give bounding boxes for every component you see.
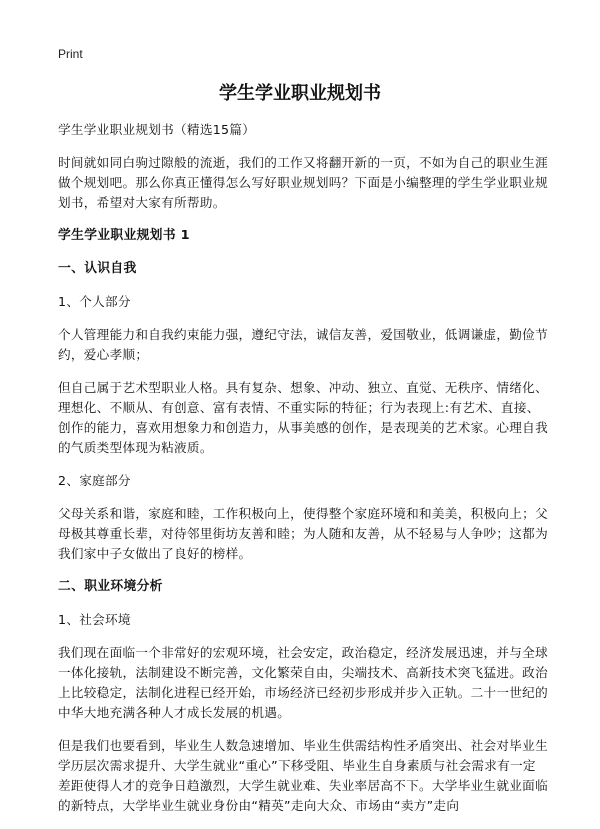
subsection-title-family: 2、家庭部分: [58, 473, 131, 488]
subsection-title-personal: 1、个人部分: [58, 294, 131, 309]
paragraph: 父母关系和谐，家庭和睦，工作积极向上，使得整个家庭环境和和美美，积极向上；父母极其尊重长辈，对待邻里街坊友善和睦；为人随和友善，从不轻易与人争吵；这都为我们家中子女做出了良好的榜样。: [58, 506, 548, 561]
section-heading-self: 一、认识自我: [58, 261, 137, 276]
article-body: [58, 120, 548, 829]
paragraph: 但自己属于艺术型职业人格。具有复杂、想象、冲动、独立、直觉、无秩序、情绪化、理想化、不顺从、有创意、富有表情、不重实际的特征；行为表现上:有艺术、直接、创作的能力，喜欢用想象力和创造力，从事美感的创作，是表现美的艺术家。心理自我的气质类型体现为粘液质。: [58, 380, 548, 455]
paragraph: 个人管理能力和自我约束能力强，遵纪守法，诚信友善，爱国敬业，低调谦虚，勤俭节约，爱心孝顺；: [58, 327, 548, 362]
section-heading-environment: 二、职业环境分析: [58, 579, 163, 594]
paragraph: 但是我们也要看到，毕业生人数急速增加、毕业生供需结构性矛盾突出、社会对毕业生学历层次需求提升、大学生就业“重心”下移受阻、毕业生自身素质与社会需求有一定差距使得人才的竞争日趋激烈，大学生就业难、失业率居高不下。大学毕业生就业面临的新特点，大学毕业生就业身份由“精英”走向大众、市场由“卖方”走向: [58, 738, 548, 813]
paragraph: 我们现在面临一个非常好的宏观环境，社会安定，政治稳定，经济发展迅速，并与全球一体化接轨，法制建设不断完善，文化繁荣自由，尖端技术、高新技术突飞猛进。政治上比较稳定，法制化进程已经开始，市场经济已经初步形成并步入正轨。二十一世纪的中华大地充满各种人才成长发展的机遇。: [58, 645, 548, 720]
intro-paragraph: 时间就如同白驹过隙般的流逝，我们的工作又将翻开新的一页，不如为自己的职业生涯做个规划吧。那么你真正懂得怎么写好职业规划吗？下面是小编整理的学生学业职业规划书，希望对大家有所帮助。: [58, 155, 548, 210]
subsection-title-society: 1、社会环境: [58, 612, 131, 627]
page-title: 学生学业职业规划书: [219, 83, 381, 104]
article-heading: 学生学业职业规划书 1: [58, 228, 190, 243]
subtitle: 学生学业职业规划书（精选15篇）: [58, 122, 256, 137]
print-link[interactable]: Print: [58, 47, 83, 61]
